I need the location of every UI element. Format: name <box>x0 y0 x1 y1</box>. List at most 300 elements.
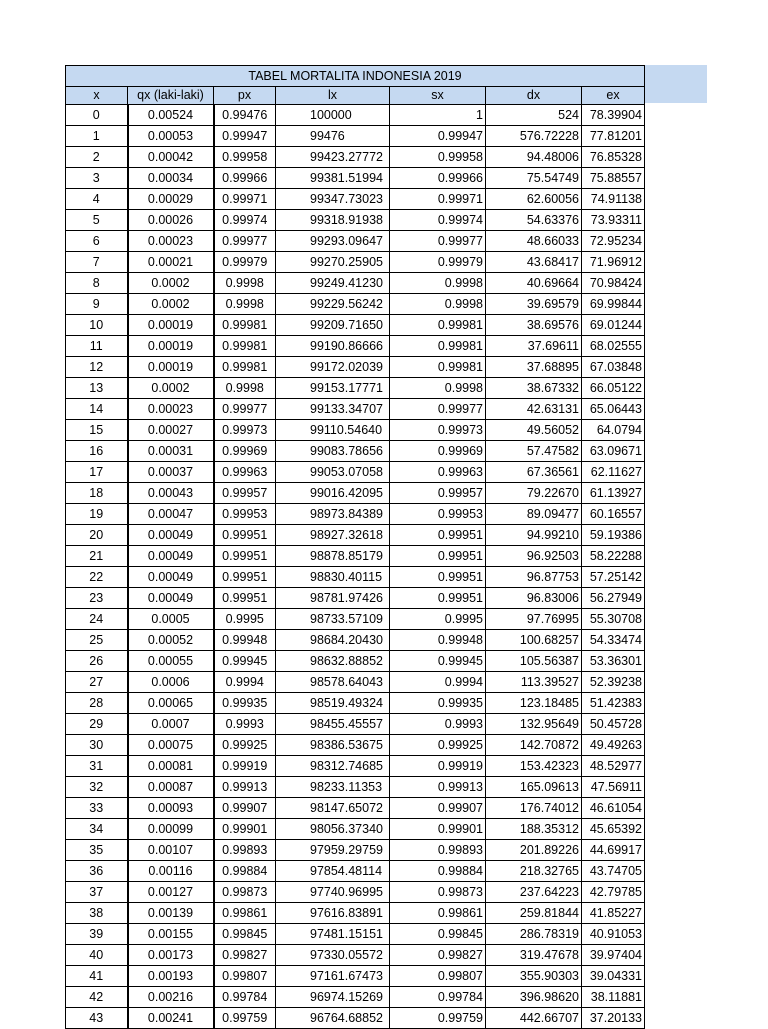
cell-qx: 0.00055 <box>128 651 214 672</box>
cell-qx: 0.00034 <box>128 168 214 189</box>
header-x: x <box>66 87 128 105</box>
cell-x: 0 <box>66 105 128 126</box>
cell-dx: 96.87753 <box>486 567 582 588</box>
cell-sx: 0.99845 <box>390 924 486 945</box>
cell-sx: 0.99981 <box>390 357 486 378</box>
cell-lx: 99249.41230 <box>276 273 390 294</box>
cell-px: 0.9993 <box>214 714 276 735</box>
cell-dx: 49.56052 <box>486 420 582 441</box>
table-row <box>66 1008 645 1029</box>
cell-ex: 41.85227 <box>582 903 645 924</box>
cell-lx: 100000 <box>276 105 390 126</box>
table-row <box>66 987 645 1008</box>
cell-px: 0.99807 <box>214 966 276 987</box>
cell-px: 0.99977 <box>214 399 276 420</box>
cell-qx: 0.00019 <box>128 315 214 336</box>
cell-px: 0.9998 <box>214 294 276 315</box>
cell-x: 3 <box>66 168 128 189</box>
cell-sx: 0.99971 <box>390 189 486 210</box>
cell-dx: 42.63131 <box>486 399 582 420</box>
cell-x: 26 <box>66 651 128 672</box>
cell-ex: 71.96912 <box>582 252 645 273</box>
cell-x: 42 <box>66 987 128 1008</box>
cell-dx: 37.69611 <box>486 336 582 357</box>
cell-px: 0.99974 <box>214 210 276 231</box>
header-dx: dx <box>486 87 582 105</box>
cell-sx: 0.99784 <box>390 987 486 1008</box>
cell-dx: 576.72228 <box>486 126 582 147</box>
cell-qx: 0.00139 <box>128 903 214 924</box>
cell-qx: 0.00216 <box>128 987 214 1008</box>
cell-sx: 0.99901 <box>390 819 486 840</box>
cell-ex: 64.0794 <box>582 420 645 441</box>
cell-qx: 0.00021 <box>128 252 214 273</box>
table-row <box>66 567 645 588</box>
cell-qx: 0.00042 <box>128 147 214 168</box>
cell-px: 0.99981 <box>214 336 276 357</box>
cell-sx: 0.99958 <box>390 147 486 168</box>
cell-qx: 0.00065 <box>128 693 214 714</box>
cell-sx: 1 <box>390 105 486 126</box>
title-row <box>66 66 645 87</box>
cell-px: 0.99953 <box>214 504 276 525</box>
cell-dx: 165.09613 <box>486 777 582 798</box>
table-body <box>66 105 645 1029</box>
cell-px: 0.99979 <box>214 252 276 273</box>
cell-ex: 47.56911 <box>582 777 645 798</box>
table-row <box>66 798 645 819</box>
cell-px: 0.99873 <box>214 882 276 903</box>
cell-dx: 96.83006 <box>486 588 582 609</box>
cell-x: 41 <box>66 966 128 987</box>
cell-ex: 54.33474 <box>582 630 645 651</box>
cell-lx: 99016.42095 <box>276 483 390 504</box>
cell-qx: 0.00173 <box>128 945 214 966</box>
cell-lx: 97481.15151 <box>276 924 390 945</box>
cell-sx: 0.99947 <box>390 126 486 147</box>
cell-ex: 43.74705 <box>582 861 645 882</box>
cell-px: 0.99966 <box>214 168 276 189</box>
cell-x: 25 <box>66 630 128 651</box>
cell-dx: 442.66707 <box>486 1008 582 1029</box>
cell-lx: 98455.45557 <box>276 714 390 735</box>
cell-lx: 97330.05572 <box>276 945 390 966</box>
cell-lx: 98233.11353 <box>276 777 390 798</box>
cell-dx: 113.39527 <box>486 672 582 693</box>
cell-sx: 0.99951 <box>390 546 486 567</box>
cell-qx: 0.00019 <box>128 357 214 378</box>
cell-ex: 40.91053 <box>582 924 645 945</box>
cell-x: 29 <box>66 714 128 735</box>
cell-qx: 0.00053 <box>128 126 214 147</box>
cell-x: 5 <box>66 210 128 231</box>
header-row <box>66 87 645 105</box>
cell-sx: 0.99966 <box>390 168 486 189</box>
table-row <box>66 924 645 945</box>
cell-ex: 53.36301 <box>582 651 645 672</box>
cell-lx: 99172.02039 <box>276 357 390 378</box>
table-row <box>66 504 645 525</box>
cell-dx: 67.36561 <box>486 462 582 483</box>
cell-lx: 98386.53675 <box>276 735 390 756</box>
cell-dx: 123.18485 <box>486 693 582 714</box>
table-row <box>66 714 645 735</box>
cell-ex: 44.69917 <box>582 840 645 861</box>
cell-dx: 79.22670 <box>486 483 582 504</box>
cell-px: 0.99907 <box>214 798 276 819</box>
cell-ex: 78.39904 <box>582 105 645 126</box>
cell-lx: 98733.57109 <box>276 609 390 630</box>
table-row <box>66 441 645 462</box>
cell-ex: 74.91138 <box>582 189 645 210</box>
cell-lx: 96974.15269 <box>276 987 390 1008</box>
cell-px: 0.99971 <box>214 189 276 210</box>
cell-sx: 0.99827 <box>390 945 486 966</box>
table-row <box>66 483 645 504</box>
cell-ex: 39.97404 <box>582 945 645 966</box>
cell-qx: 0.00081 <box>128 756 214 777</box>
cell-x: 39 <box>66 924 128 945</box>
cell-dx: 396.98620 <box>486 987 582 1008</box>
table-row <box>66 861 645 882</box>
cell-x: 40 <box>66 945 128 966</box>
cell-ex: 77.81201 <box>582 126 645 147</box>
cell-x: 36 <box>66 861 128 882</box>
table-row <box>66 168 645 189</box>
cell-px: 0.99784 <box>214 987 276 1008</box>
cell-px: 0.99973 <box>214 420 276 441</box>
cell-qx: 0.00023 <box>128 231 214 252</box>
cell-ex: 48.52977 <box>582 756 645 777</box>
cell-dx: 286.78319 <box>486 924 582 945</box>
cell-dx: 259.81844 <box>486 903 582 924</box>
cell-x: 15 <box>66 420 128 441</box>
cell-qx: 0.00047 <box>128 504 214 525</box>
cell-x: 28 <box>66 693 128 714</box>
cell-qx: 0.00087 <box>128 777 214 798</box>
cell-qx: 0.00241 <box>128 1008 214 1029</box>
cell-sx: 0.99951 <box>390 588 486 609</box>
table-row <box>66 651 645 672</box>
cell-px: 0.9998 <box>214 273 276 294</box>
cell-px: 0.99884 <box>214 861 276 882</box>
cell-lx: 99476 <box>276 126 390 147</box>
cell-x: 9 <box>66 294 128 315</box>
cell-ex: 72.95234 <box>582 231 645 252</box>
cell-dx: 96.92503 <box>486 546 582 567</box>
cell-sx: 0.9998 <box>390 273 486 294</box>
table-row <box>66 189 645 210</box>
cell-lx: 99190.86666 <box>276 336 390 357</box>
cell-px: 0.99981 <box>214 357 276 378</box>
cell-qx: 0.0007 <box>128 714 214 735</box>
table-row <box>66 126 645 147</box>
cell-px: 0.99861 <box>214 903 276 924</box>
cell-lx: 98684.20430 <box>276 630 390 651</box>
cell-dx: 37.68895 <box>486 357 582 378</box>
cell-dx: 237.64223 <box>486 882 582 903</box>
cell-x: 12 <box>66 357 128 378</box>
table-row <box>66 294 645 315</box>
table-row <box>66 252 645 273</box>
cell-dx: 94.48006 <box>486 147 582 168</box>
table-row <box>66 147 645 168</box>
cell-sx: 0.99935 <box>390 693 486 714</box>
cell-qx: 0.0002 <box>128 378 214 399</box>
cell-sx: 0.99981 <box>390 315 486 336</box>
cell-ex: 38.11881 <box>582 987 645 1008</box>
cell-px: 0.99947 <box>214 126 276 147</box>
cell-ex: 69.01244 <box>582 315 645 336</box>
cell-x: 17 <box>66 462 128 483</box>
cell-x: 30 <box>66 735 128 756</box>
table-row <box>66 546 645 567</box>
cell-lx: 96764.68852 <box>276 1008 390 1029</box>
cell-lx: 98781.97426 <box>276 588 390 609</box>
cell-px: 0.99969 <box>214 441 276 462</box>
table-row <box>66 693 645 714</box>
cell-x: 7 <box>66 252 128 273</box>
table-row <box>66 462 645 483</box>
cell-px: 0.99963 <box>214 462 276 483</box>
cell-sx: 0.99919 <box>390 756 486 777</box>
cell-sx: 0.99807 <box>390 966 486 987</box>
cell-dx: 153.42323 <box>486 756 582 777</box>
cell-dx: 38.69576 <box>486 315 582 336</box>
cell-dx: 218.32765 <box>486 861 582 882</box>
cell-qx: 0.00116 <box>128 861 214 882</box>
cell-lx: 99110.54640 <box>276 420 390 441</box>
cell-sx: 0.9998 <box>390 294 486 315</box>
cell-sx: 0.99913 <box>390 777 486 798</box>
cell-dx: 97.76995 <box>486 609 582 630</box>
cell-ex: 66.05122 <box>582 378 645 399</box>
cell-qx: 0.0002 <box>128 294 214 315</box>
cell-sx: 0.99893 <box>390 840 486 861</box>
cell-qx: 0.00049 <box>128 525 214 546</box>
cell-lx: 98312.74685 <box>276 756 390 777</box>
cell-sx: 0.99981 <box>390 336 486 357</box>
cell-x: 37 <box>66 882 128 903</box>
cell-qx: 0.00524 <box>128 105 214 126</box>
table-row <box>66 882 645 903</box>
cell-qx: 0.0002 <box>128 273 214 294</box>
cell-lx: 97616.83891 <box>276 903 390 924</box>
table-row <box>66 966 645 987</box>
cell-qx: 0.00155 <box>128 924 214 945</box>
cell-sx: 0.9998 <box>390 378 486 399</box>
cell-qx: 0.00107 <box>128 840 214 861</box>
cell-px: 0.99935 <box>214 693 276 714</box>
cell-px: 0.9998 <box>214 378 276 399</box>
cell-dx: 132.95649 <box>486 714 582 735</box>
cell-lx: 99270.25905 <box>276 252 390 273</box>
cell-dx: 100.68257 <box>486 630 582 651</box>
table-row <box>66 630 645 651</box>
cell-px: 0.99919 <box>214 756 276 777</box>
cell-dx: 54.63376 <box>486 210 582 231</box>
cell-sx: 0.9994 <box>390 672 486 693</box>
cell-ex: 52.39238 <box>582 672 645 693</box>
cell-lx: 98632.88852 <box>276 651 390 672</box>
cell-x: 16 <box>66 441 128 462</box>
cell-px: 0.99948 <box>214 630 276 651</box>
cell-px: 0.99951 <box>214 567 276 588</box>
table-row <box>66 378 645 399</box>
cell-px: 0.99893 <box>214 840 276 861</box>
title-banner-extension <box>644 65 707 103</box>
cell-px: 0.99951 <box>214 546 276 567</box>
cell-qx: 0.00049 <box>128 546 214 567</box>
cell-x: 10 <box>66 315 128 336</box>
cell-dx: 142.70872 <box>486 735 582 756</box>
cell-sx: 0.99759 <box>390 1008 486 1029</box>
cell-x: 6 <box>66 231 128 252</box>
cell-sx: 0.99977 <box>390 231 486 252</box>
cell-sx: 0.99884 <box>390 861 486 882</box>
cell-px: 0.99901 <box>214 819 276 840</box>
cell-dx: 188.35312 <box>486 819 582 840</box>
cell-px: 0.99476 <box>214 105 276 126</box>
table-row <box>66 105 645 126</box>
cell-px: 0.99977 <box>214 231 276 252</box>
cell-ex: 68.02555 <box>582 336 645 357</box>
cell-px: 0.9994 <box>214 672 276 693</box>
cell-x: 13 <box>66 378 128 399</box>
cell-dx: 105.56387 <box>486 651 582 672</box>
cell-dx: 319.47678 <box>486 945 582 966</box>
cell-x: 4 <box>66 189 128 210</box>
cell-px: 0.99958 <box>214 147 276 168</box>
cell-x: 8 <box>66 273 128 294</box>
cell-sx: 0.99953 <box>390 504 486 525</box>
cell-x: 2 <box>66 147 128 168</box>
cell-px: 0.99925 <box>214 735 276 756</box>
table-row <box>66 231 645 252</box>
cell-x: 1 <box>66 126 128 147</box>
cell-dx: 40.69664 <box>486 273 582 294</box>
table-row <box>66 525 645 546</box>
cell-dx: 524 <box>486 105 582 126</box>
cell-x: 27 <box>66 672 128 693</box>
header-px: px <box>214 87 276 105</box>
table-row <box>66 420 645 441</box>
cell-ex: 63.09671 <box>582 441 645 462</box>
table-row <box>66 357 645 378</box>
cell-ex: 73.93311 <box>582 210 645 231</box>
cell-qx: 0.00049 <box>128 588 214 609</box>
mortality-table <box>65 65 645 1029</box>
table-row <box>66 336 645 357</box>
cell-x: 33 <box>66 798 128 819</box>
cell-x: 43 <box>66 1008 128 1029</box>
cell-lx: 99083.78656 <box>276 441 390 462</box>
cell-dx: 89.09477 <box>486 504 582 525</box>
cell-qx: 0.00029 <box>128 189 214 210</box>
cell-lx: 98578.64043 <box>276 672 390 693</box>
cell-lx: 99153.17771 <box>276 378 390 399</box>
cell-ex: 39.04331 <box>582 966 645 987</box>
table-row <box>66 273 645 294</box>
cell-sx: 0.99951 <box>390 525 486 546</box>
cell-lx: 98519.49324 <box>276 693 390 714</box>
cell-dx: 43.68417 <box>486 252 582 273</box>
cell-px: 0.99945 <box>214 651 276 672</box>
cell-lx: 98056.37340 <box>276 819 390 840</box>
cell-lx: 99293.09647 <box>276 231 390 252</box>
cell-lx: 97740.96995 <box>276 882 390 903</box>
cell-dx: 94.99210 <box>486 525 582 546</box>
cell-x: 38 <box>66 903 128 924</box>
table-row <box>66 777 645 798</box>
cell-dx: 201.89226 <box>486 840 582 861</box>
header-ex: ex <box>582 87 645 105</box>
cell-qx: 0.00043 <box>128 483 214 504</box>
cell-sx: 0.99974 <box>390 210 486 231</box>
cell-px: 0.99951 <box>214 588 276 609</box>
cell-qx: 0.0006 <box>128 672 214 693</box>
cell-x: 21 <box>66 546 128 567</box>
cell-ex: 58.22288 <box>582 546 645 567</box>
cell-px: 0.99845 <box>214 924 276 945</box>
table-row <box>66 735 645 756</box>
cell-px: 0.99957 <box>214 483 276 504</box>
cell-sx: 0.99977 <box>390 399 486 420</box>
cell-lx: 97161.67473 <box>276 966 390 987</box>
cell-ex: 62.11627 <box>582 462 645 483</box>
cell-qx: 0.00027 <box>128 420 214 441</box>
table-row <box>66 399 645 420</box>
table-row <box>66 210 645 231</box>
table-row <box>66 672 645 693</box>
cell-dx: 75.54749 <box>486 168 582 189</box>
cell-sx: 0.99957 <box>390 483 486 504</box>
table-row <box>66 756 645 777</box>
cell-lx: 99347.73023 <box>276 189 390 210</box>
cell-ex: 55.30708 <box>582 609 645 630</box>
cell-sx: 0.99925 <box>390 735 486 756</box>
table-row <box>66 945 645 966</box>
cell-lx: 99053.07058 <box>276 462 390 483</box>
cell-sx: 0.99948 <box>390 630 486 651</box>
cell-ex: 76.85328 <box>582 147 645 168</box>
cell-px: 0.99981 <box>214 315 276 336</box>
cell-qx: 0.00019 <box>128 336 214 357</box>
cell-x: 32 <box>66 777 128 798</box>
cell-lx: 99381.51994 <box>276 168 390 189</box>
cell-ex: 59.19386 <box>582 525 645 546</box>
table-row <box>66 840 645 861</box>
header-lx: lx <box>276 87 390 105</box>
cell-qx: 0.00023 <box>128 399 214 420</box>
cell-sx: 0.99873 <box>390 882 486 903</box>
cell-qx: 0.00099 <box>128 819 214 840</box>
table-row <box>66 903 645 924</box>
cell-x: 24 <box>66 609 128 630</box>
cell-dx: 57.47582 <box>486 441 582 462</box>
cell-lx: 98878.85179 <box>276 546 390 567</box>
cell-lx: 98973.84389 <box>276 504 390 525</box>
cell-x: 23 <box>66 588 128 609</box>
cell-qx: 0.00075 <box>128 735 214 756</box>
cell-ex: 61.13927 <box>582 483 645 504</box>
cell-lx: 99423.27772 <box>276 147 390 168</box>
cell-x: 11 <box>66 336 128 357</box>
cell-ex: 42.79785 <box>582 882 645 903</box>
header-qx: qx (laki-laki) <box>128 87 214 105</box>
cell-px: 0.99951 <box>214 525 276 546</box>
cell-lx: 98927.32618 <box>276 525 390 546</box>
